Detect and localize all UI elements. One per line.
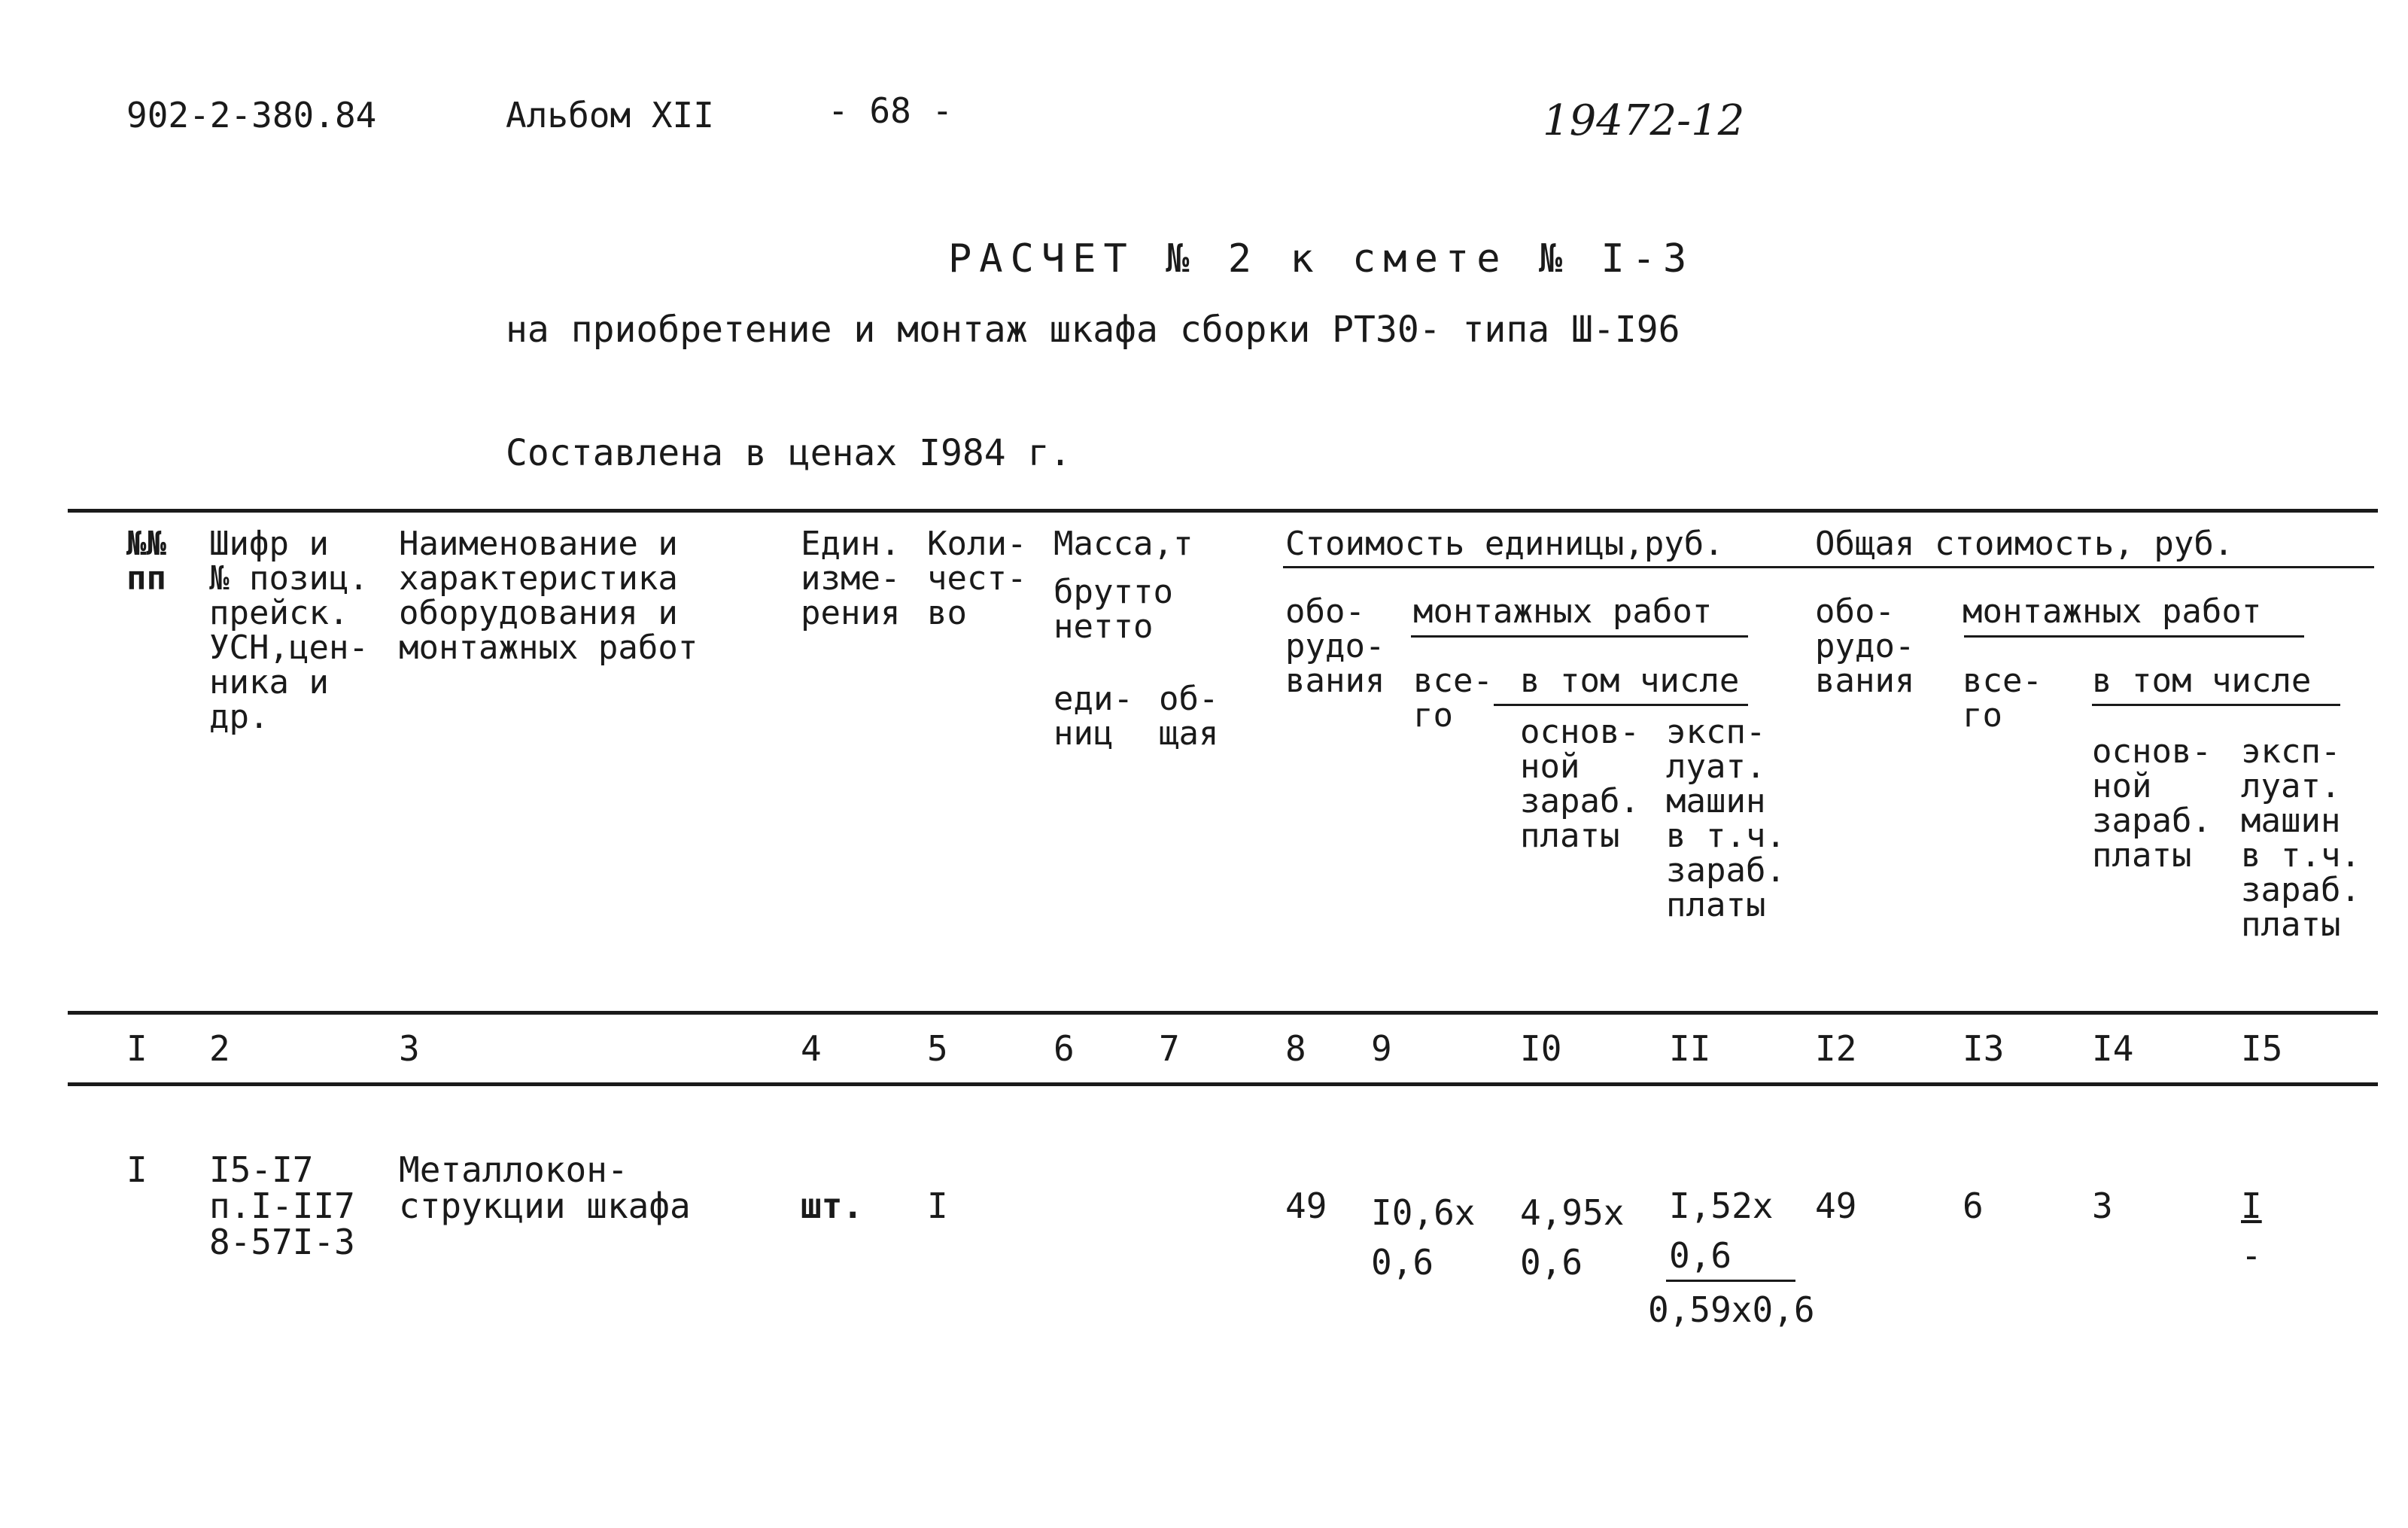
- row-code: I5-I7 п.I-II7 8-57I-3: [209, 1149, 355, 1262]
- page-title: РАСЧЕТ № 2 к смете № I-3: [948, 236, 1695, 282]
- column-number: 8: [1285, 1028, 1306, 1069]
- col-header-total-machines: эксп- луат. машин в т.ч. зараб. платы: [2241, 732, 2361, 944]
- col-header-mass-type: брутто нетто: [1054, 573, 1173, 646]
- header-bottom-rule: [68, 1011, 2378, 1015]
- col-header-total-including: в том числе: [2092, 662, 2312, 700]
- row-unit-install-total: I0,6x 0,6: [1371, 1192, 1476, 1283]
- prices-note: Составлена в ценах I984 г.: [506, 432, 1072, 474]
- fraction-rule: [1666, 1280, 1795, 1282]
- column-number: 6: [1054, 1028, 1075, 1069]
- row-total-base-wage: 3: [2092, 1186, 2113, 1226]
- col-header-unit-including: в том числе: [1520, 662, 1740, 700]
- row-total-equipment-cost: 49: [1815, 1186, 1857, 1226]
- col-header-mass: Масса,т: [1054, 525, 1193, 563]
- col-header-quantity: Коли- чест- во: [927, 525, 1027, 632]
- column-number: II: [1669, 1028, 1711, 1069]
- row-unit-machines-wage: 0,59x0,6: [1648, 1289, 1815, 1330]
- col-header-mass-unit: еди- ниц: [1054, 680, 1133, 753]
- row-unit-base-wage: 4,95x 0,6: [1520, 1192, 1625, 1283]
- row-name: Металлокон- струкции шкафа: [399, 1149, 691, 1226]
- column-number: I: [126, 1028, 147, 1069]
- colnum-bottom-rule: [68, 1082, 2378, 1086]
- column-number: I3: [1963, 1028, 2005, 1069]
- row-unit-machines-factor: 0,6: [1669, 1235, 1732, 1276]
- row-unit-equipment-cost: 49: [1285, 1186, 1327, 1226]
- column-number: 4: [801, 1028, 822, 1069]
- column-number: 7: [1159, 1028, 1180, 1069]
- row-unit: шт.: [801, 1186, 864, 1226]
- page-subtitle: на приобретение и монтаж шкафа сборки РТЗ0- типа Ш-I96: [506, 309, 1680, 351]
- unit-incl-rule: [1494, 704, 1748, 706]
- col-header-unit-total: все- го: [1413, 662, 1493, 735]
- column-number: 9: [1371, 1028, 1392, 1069]
- column-number: 3: [399, 1028, 420, 1069]
- total-install-rule: [1964, 635, 2304, 638]
- column-number: I0: [1520, 1028, 1562, 1069]
- col-header-unit-machines: эксп- луат. машин в т.ч. зараб. платы: [1666, 713, 1786, 924]
- col-header-unit: Един. изме- рения: [801, 525, 901, 632]
- col-header-total-install: монтажных работ: [1963, 592, 2262, 631]
- col-header-unit-cost: Стоимость единицы,руб.: [1285, 525, 1724, 563]
- row-total-install: 6: [1963, 1186, 1984, 1226]
- total-incl-rule: [2092, 704, 2340, 706]
- row-number: I: [126, 1149, 147, 1190]
- col-header-mass-total: об- щая: [1159, 680, 1219, 753]
- col-header-unit-base-wage: основ- ной зараб. платы: [1520, 713, 1640, 855]
- cost-group-rule: [1283, 566, 2374, 568]
- col-header-total-base-wage: основ- ной зараб. платы: [2092, 732, 2212, 875]
- page-number: - 68 -: [828, 90, 953, 131]
- column-number: I4: [2092, 1028, 2134, 1069]
- col-header-total-cost: Общая стоимость, руб.: [1815, 525, 2234, 563]
- row-total-machines: I: [2241, 1186, 2262, 1226]
- column-number: I5: [2241, 1028, 2283, 1069]
- row-total-machines-wage: -: [2241, 1235, 2262, 1276]
- col-header-name: Наименование и характеристика оборудования и монтажных работ: [399, 525, 698, 667]
- column-number: 5: [927, 1028, 948, 1069]
- row-unit-machines: I,52x: [1669, 1186, 1774, 1226]
- col-header-code: Шифр и № позиц. прейск. УСН,цен- ника и др.: [209, 525, 369, 736]
- table-top-rule: [68, 509, 2378, 513]
- col-header-total-total: все- го: [1963, 662, 2042, 735]
- handwritten-stamp: 19472-12: [1543, 96, 1745, 145]
- col-header-total-equipment: обо- рудо- вания: [1815, 592, 1915, 700]
- album-label: Альбом XII: [506, 95, 714, 135]
- document-code: 902-2-380.84: [126, 95, 377, 135]
- column-number: 2: [209, 1028, 230, 1069]
- col-header-unit-equipment: обо- рудо- вания: [1285, 592, 1385, 700]
- col-header-unit-install: монтажных работ: [1413, 592, 1713, 631]
- col-header-number: №№ пп: [126, 525, 166, 598]
- unit-install-rule: [1411, 635, 1748, 638]
- column-number: I2: [1815, 1028, 1857, 1069]
- row-quantity: I: [927, 1186, 948, 1226]
